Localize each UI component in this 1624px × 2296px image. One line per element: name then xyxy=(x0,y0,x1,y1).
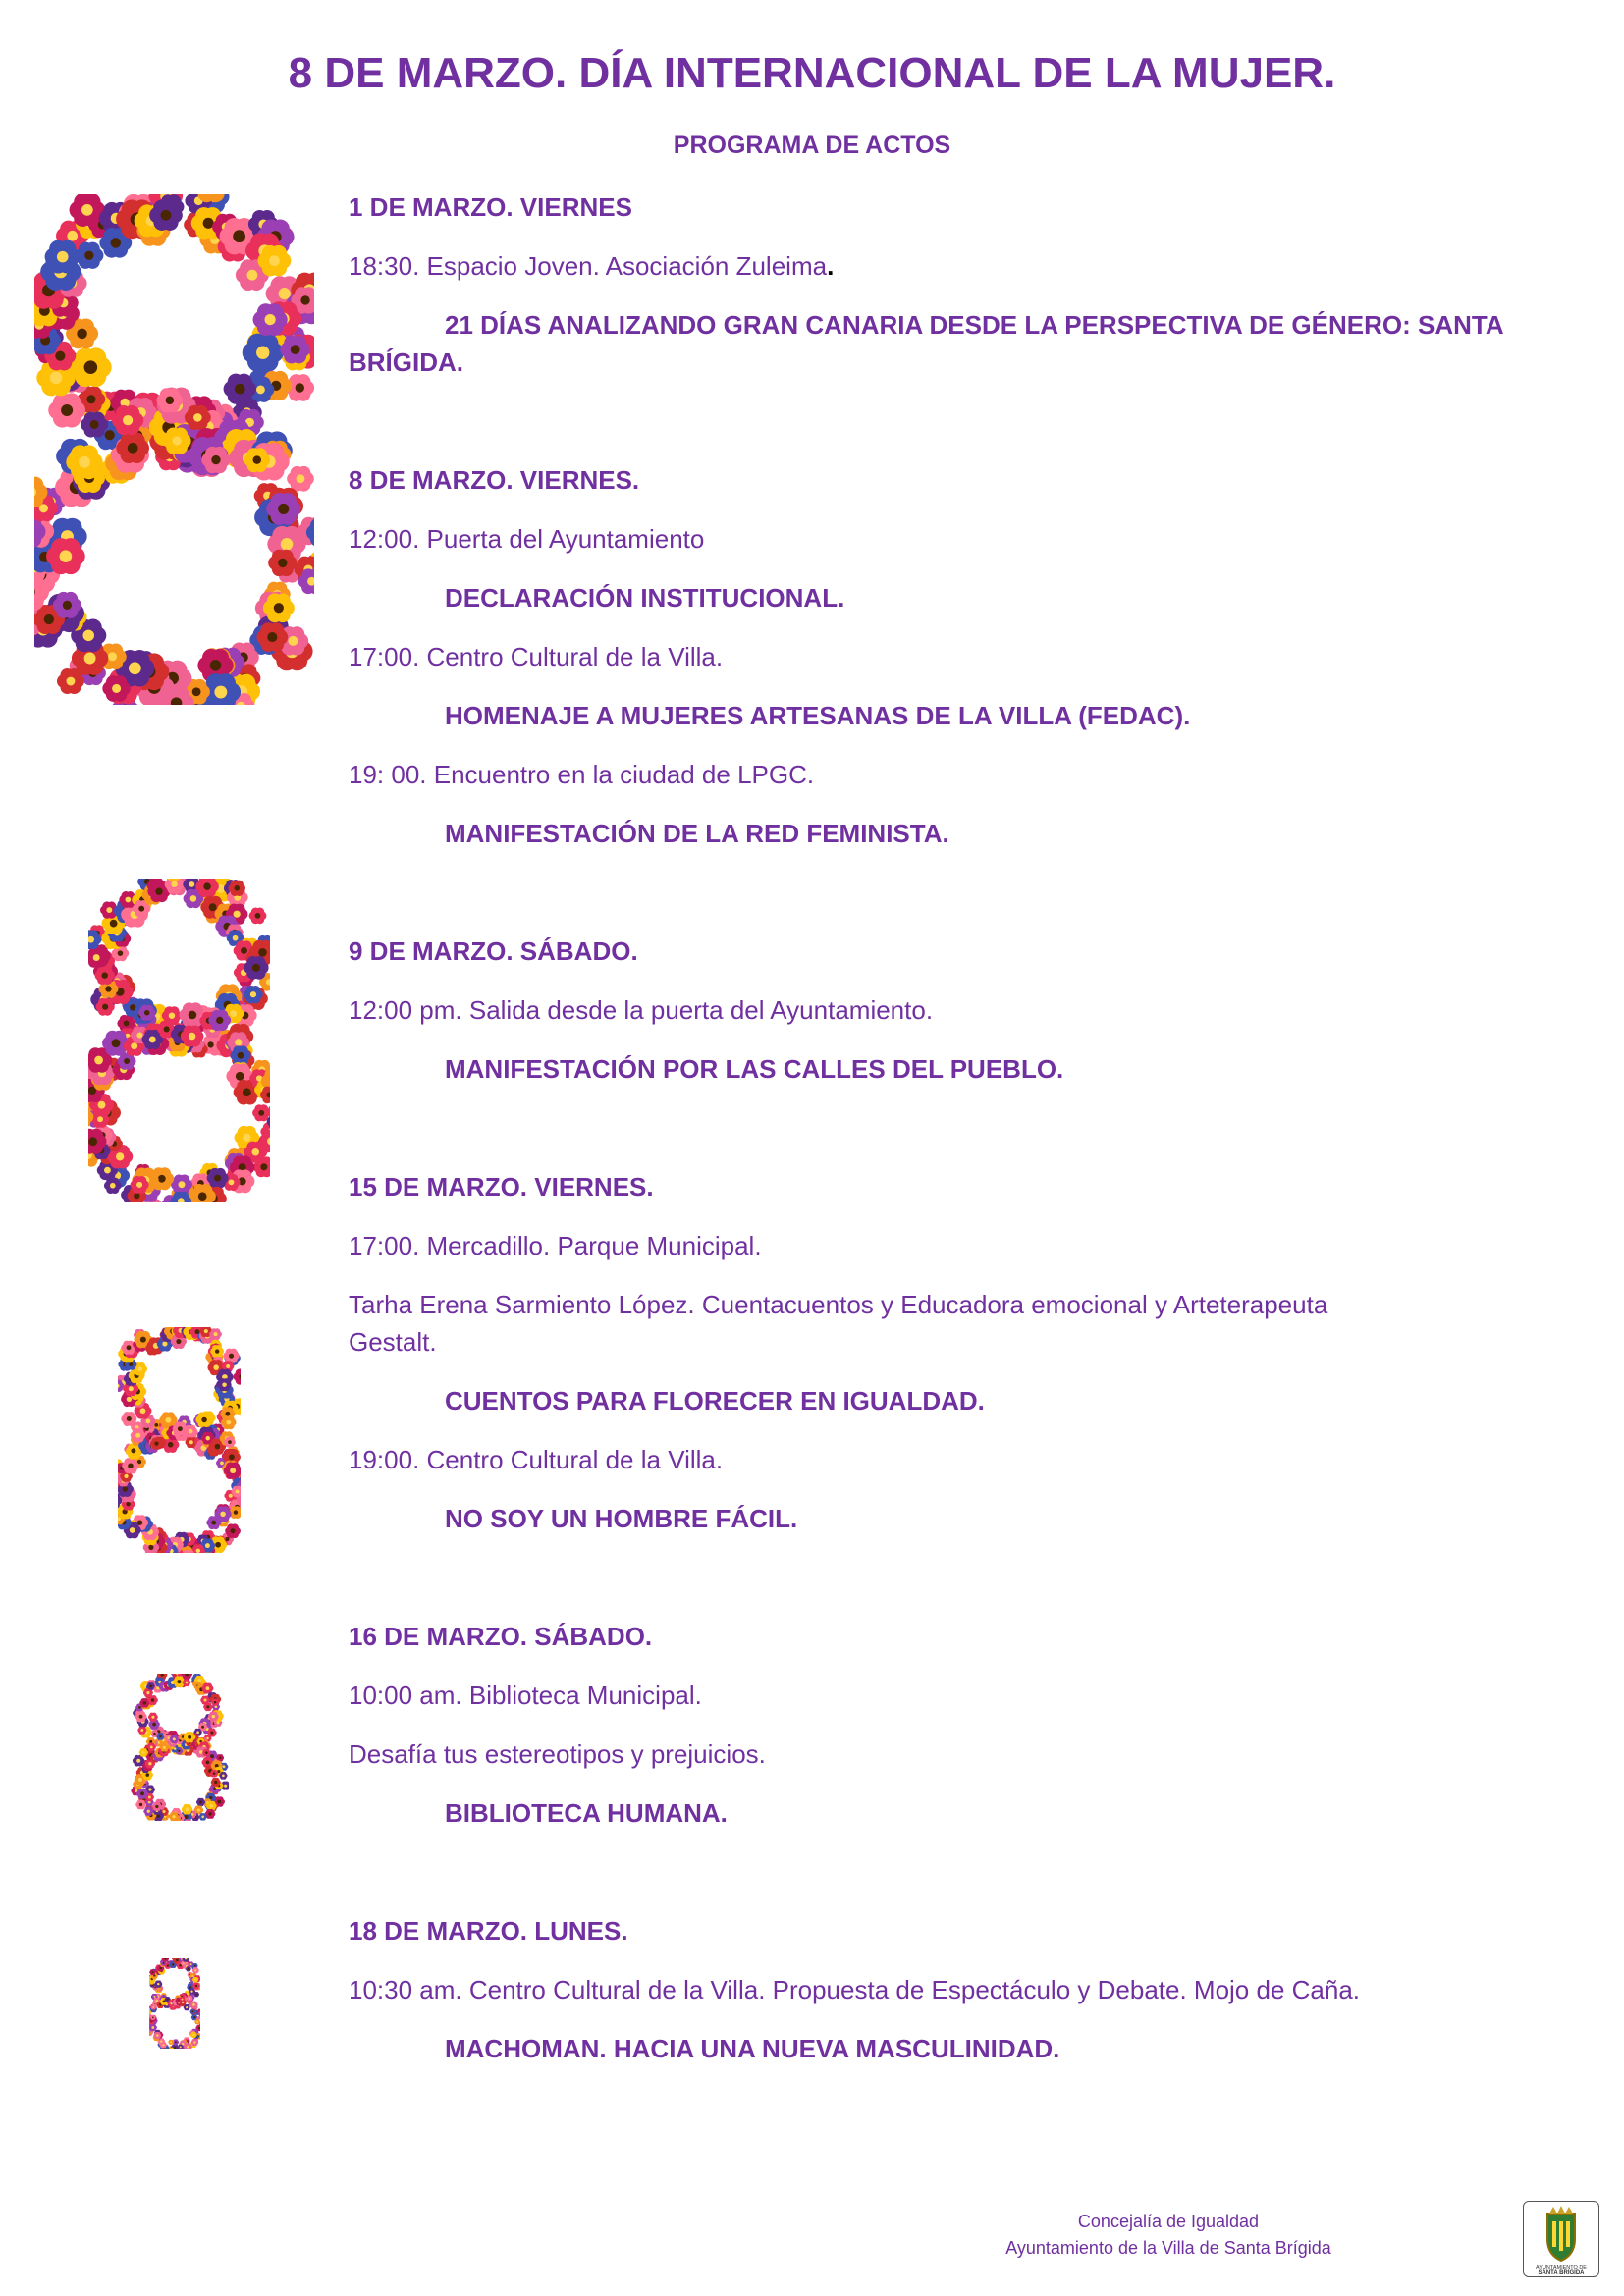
event-title: MANIFESTACIÓN POR LAS CALLES DEL PUEBLO. xyxy=(445,1054,1064,1084)
event-detail: 19:00. Centro Cultural de la Villa. xyxy=(349,1445,724,1474)
flower-eight-icon xyxy=(131,1674,229,1821)
flower-eight-icon xyxy=(118,1327,241,1553)
date-heading: 8 DE MARZO. VIERNES. xyxy=(349,465,640,495)
municipal-crest-logo xyxy=(1523,2201,1599,2277)
flower-icon xyxy=(252,1104,270,1121)
event-title: 21 DÍAS ANALIZANDO GRAN CANARIA DESDE LA PERSPECTIVA DE GÉNERO: SANTA xyxy=(445,310,1504,340)
event-title: DECLARACIÓN INSTITUCIONAL. xyxy=(445,583,845,613)
flower-icon xyxy=(196,1798,205,1806)
event-title: CUENTOS PARA FLORECER EN IGUALDAD. xyxy=(445,1386,985,1415)
event-title-continued: BRÍGIDA. xyxy=(349,347,463,377)
flower-eight-icon xyxy=(34,194,314,705)
date-heading: 15 DE MARZO. VIERNES. xyxy=(349,1172,654,1201)
event-detail: 18:30. Espacio Joven. Asociación Zuleima. xyxy=(349,251,835,281)
event-detail: 19: 00. Encuentro en la ciudad de LPGC. xyxy=(349,760,815,789)
page-title: 8 DE MARZO. DÍA INTERNACIONAL DE LA MUJER. xyxy=(288,49,1336,97)
date-heading: 1 DE MARZO. VIERNES xyxy=(349,192,632,222)
event-detail: Desafía tus estereotipos y prejuicios. xyxy=(349,1739,766,1769)
event-detail: 12:00. Puerta del Ayuntamiento xyxy=(349,524,705,554)
flower-eight-icon xyxy=(88,879,270,1202)
event-detail: 17:00. Centro Cultural de la Villa. xyxy=(349,642,724,671)
flower-icon xyxy=(249,908,267,925)
event-detail: 12:00 pm. Salida desde la puerta del Ayuntamiento. xyxy=(349,995,934,1025)
event-detail: 10:30 am. Centro Cultural de la Villa. Propuesta de Espectáculo y Debate. Mojo de Caña. xyxy=(349,1975,1361,2004)
event-detail-continued: Gestalt. xyxy=(349,1327,437,1357)
event-title: BIBLIOTECA HUMANA. xyxy=(445,1798,728,1828)
event-detail: 17:00. Mercadillo. Parque Municipal. xyxy=(349,1231,762,1260)
event-detail: Tarha Erena Sarmiento López. Cuentacuentos y Educadora emocional y Arteterapeuta xyxy=(349,1290,1328,1319)
date-heading: 18 DE MARZO. LUNES. xyxy=(349,1916,628,1946)
event-detail: 10:00 am. Biblioteca Municipal. xyxy=(349,1681,702,1710)
flower-icon xyxy=(234,1368,241,1384)
date-heading: 16 DE MARZO. SÁBADO. xyxy=(349,1622,653,1651)
footer-council: Ayuntamiento de la Villa de Santa Brígida xyxy=(1005,2238,1331,2258)
flower-icon xyxy=(168,2040,173,2045)
flower-icon xyxy=(287,466,314,492)
footer-department: Concejalía de Igualdad xyxy=(1077,2212,1260,2231)
event-title: NO SOY UN HOMBRE FÁCIL. xyxy=(445,1504,798,1533)
program-subtitle: PROGRAMA DE ACTOS xyxy=(673,132,951,159)
event-title: MACHOMAN. HACIA UNA NUEVA MASCULINIDAD. xyxy=(445,2034,1060,2063)
flower-eight-icon xyxy=(149,1958,200,2049)
event-title: MANIFESTACIÓN DE LA RED FEMINISTA. xyxy=(445,819,949,848)
event-title: HOMENAJE A MUJERES ARTESANAS DE LA VILLA (FEDAC). xyxy=(445,701,1191,730)
date-heading: 9 DE MARZO. SÁBADO. xyxy=(349,936,638,966)
